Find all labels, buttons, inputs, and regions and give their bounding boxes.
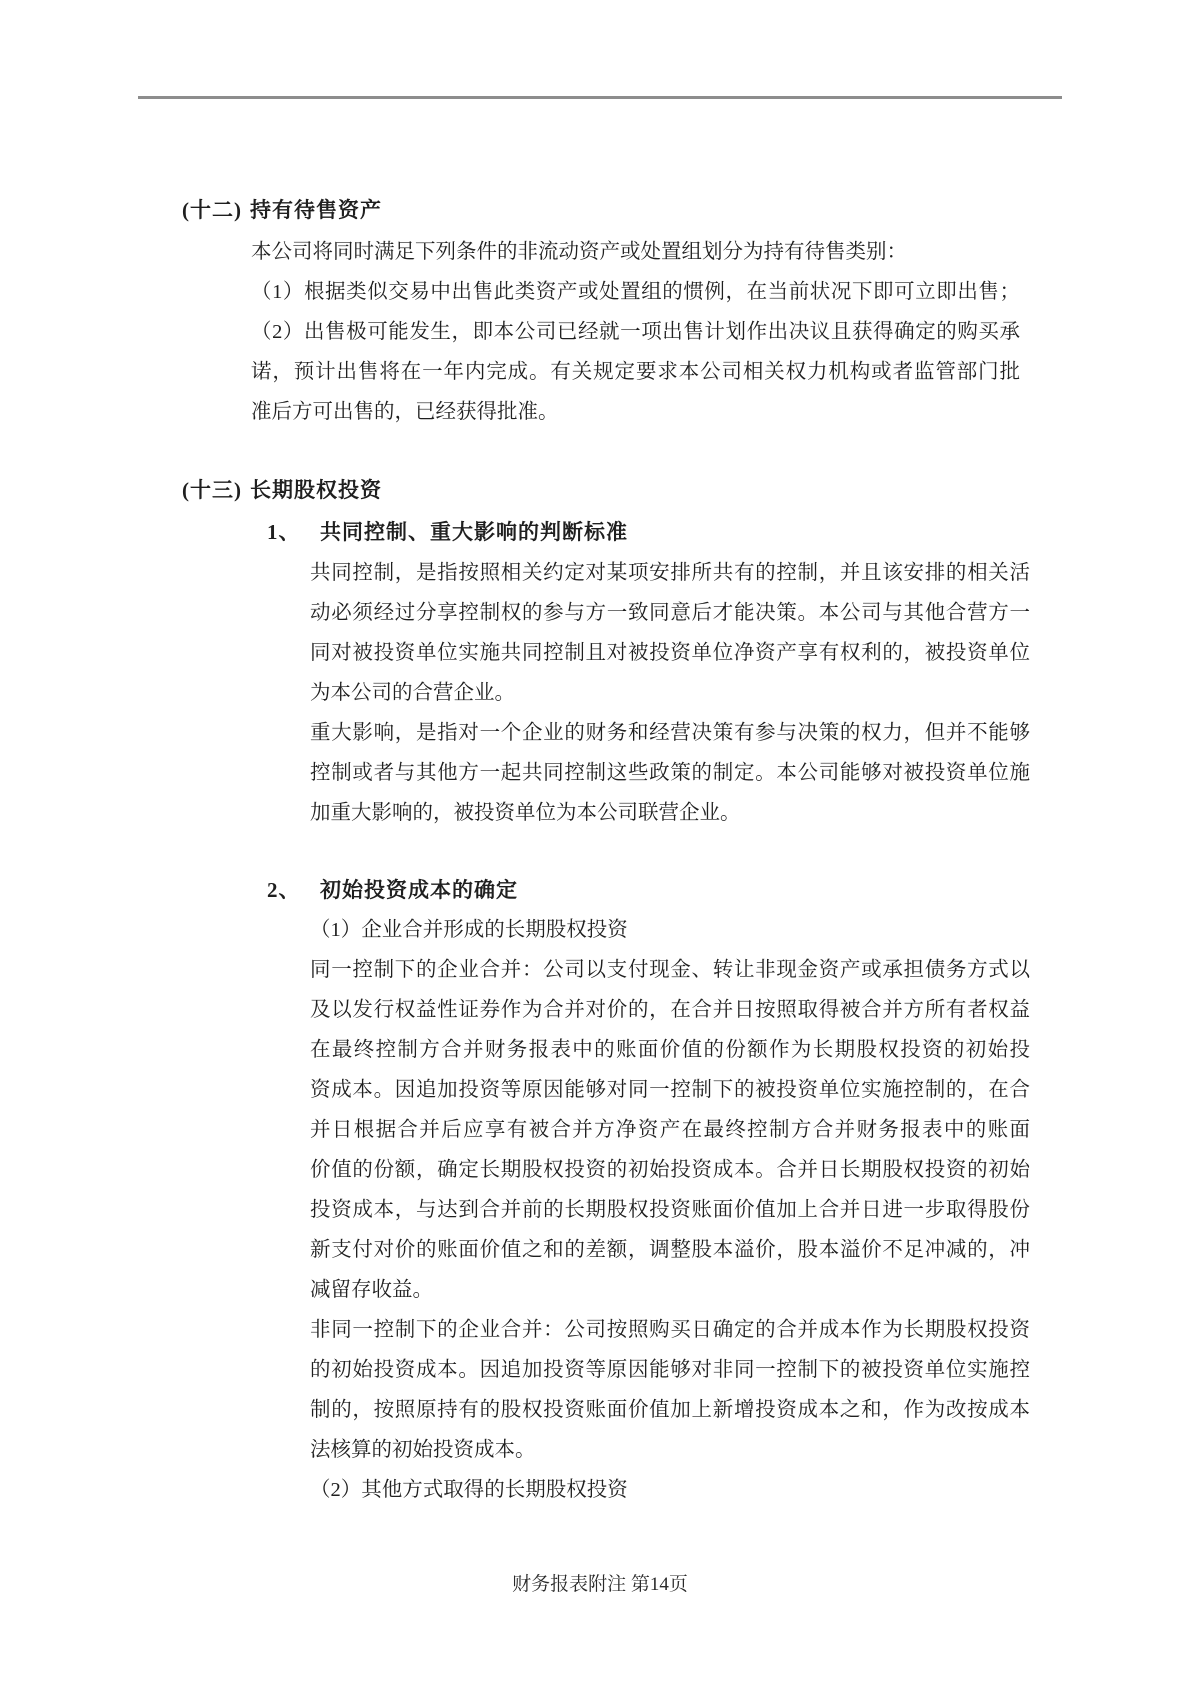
text-line: 非同一控制下的企业合并：公司按照购买日确定的合并成本作为长期股权投资 bbox=[310, 1319, 1030, 1341]
text-line: 动必须经过分享控制权的参与方一致同意后才能决策。本公司与其他合营方一 bbox=[310, 602, 1030, 624]
text-line: 新支付对价的账面价值之和的差额，调整股本溢价，股本溢价不足冲减的，冲 bbox=[310, 1239, 1030, 1261]
page-footer: 财务报表附注 第14页 bbox=[512, 1574, 688, 1595]
subsection-2-title: 初始投资成本的确定 bbox=[320, 878, 518, 902]
text-line: 共同控制，是指按照相关约定对某项安排所共有的控制，并且该安排的相关活 bbox=[310, 562, 1030, 584]
section-12-label: (十二) bbox=[182, 198, 242, 222]
text-line: 控制或者与其他方一起共同控制这些政策的制定。本公司能够对被投资单位施 bbox=[310, 762, 1030, 784]
text-line: （2）出售极可能发生，即本公司已经就一项出售计划作出决议且获得确定的购买承 bbox=[251, 321, 1020, 343]
text-line: （2）其他方式取得的长期股权投资 bbox=[310, 1479, 628, 1501]
text-line: 加重大影响的，被投资单位为本公司联营企业。 bbox=[310, 802, 741, 824]
text-line: 及以发行权益性证券作为合并对价的，在合并日按照取得被合并方所有者权益 bbox=[310, 999, 1030, 1021]
text-line: 诺，预计出售将在一年内完成。有关规定要求本公司相关权力机构或者监管部门批 bbox=[251, 361, 1020, 383]
text-line: 并日根据合并后应享有被合并方净资产在最终控制方合并财务报表中的账面 bbox=[310, 1119, 1030, 1141]
subsection-2-number: 2、 bbox=[267, 878, 301, 902]
text-line: 投资成本，与达到合并前的长期股权投资账面价值加上合并日进一步取得股份 bbox=[310, 1199, 1030, 1221]
text-line: 资成本。因追加投资等原因能够对同一控制下的被投资单位实施控制的，在合 bbox=[310, 1079, 1030, 1101]
text-line: 法核算的初始投资成本。 bbox=[310, 1439, 536, 1461]
text-line: 的初始投资成本。因追加投资等原因能够对非同一控制下的被投资单位实施控 bbox=[310, 1359, 1030, 1381]
text-line: 为本公司的合营企业。 bbox=[310, 682, 515, 704]
section-12-paragraph bbox=[251, 232, 1020, 432]
header-rule bbox=[138, 96, 1062, 99]
subsection-1-number: 1、 bbox=[267, 520, 301, 544]
text-line: 价值的份额，确定长期股权投资的初始投资成本。合并日长期股权投资的初始 bbox=[310, 1159, 1030, 1181]
text-line: 准后方可出售的，已经获得批准。 bbox=[251, 401, 559, 423]
subsection-1-title: 共同控制、重大影响的判断标准 bbox=[320, 520, 628, 544]
subsection-2-paragraph bbox=[310, 910, 1030, 1510]
text-line: 制的，按照原持有的股权投资账面价值加上新增投资成本之和，作为改按成本 bbox=[310, 1399, 1030, 1421]
text-line: 重大影响，是指对一个企业的财务和经营决策有参与决策的权力，但并不能够 bbox=[310, 722, 1030, 744]
text-line: 在最终控制方合并财务报表中的账面价值的份额作为长期股权投资的初始投 bbox=[310, 1039, 1030, 1061]
text-line: 同对被投资单位实施共同控制且对被投资单位净资产享有权利的，被投资单位 bbox=[310, 642, 1030, 664]
section-12-title: 持有待售资产 bbox=[250, 198, 382, 222]
subsection-1-paragraph bbox=[310, 553, 1030, 833]
section-13-title: 长期股权投资 bbox=[250, 478, 382, 502]
text-line: 本公司将同时满足下列条件的非流动资产或处置组划分为持有待售类别： bbox=[251, 241, 907, 263]
section-13-label: (十三) bbox=[182, 478, 242, 502]
text-line: （1）企业合并形成的长期股权投资 bbox=[310, 919, 628, 941]
text-line: （1）根据类似交易中出售此类资产或处置组的惯例，在当前状况下即可立即出售； bbox=[251, 281, 1020, 303]
text-line: 减留存收益。 bbox=[310, 1279, 433, 1301]
text-line: 同一控制下的企业合并：公司以支付现金、转让非现金资产或承担债务方式以 bbox=[310, 959, 1030, 981]
